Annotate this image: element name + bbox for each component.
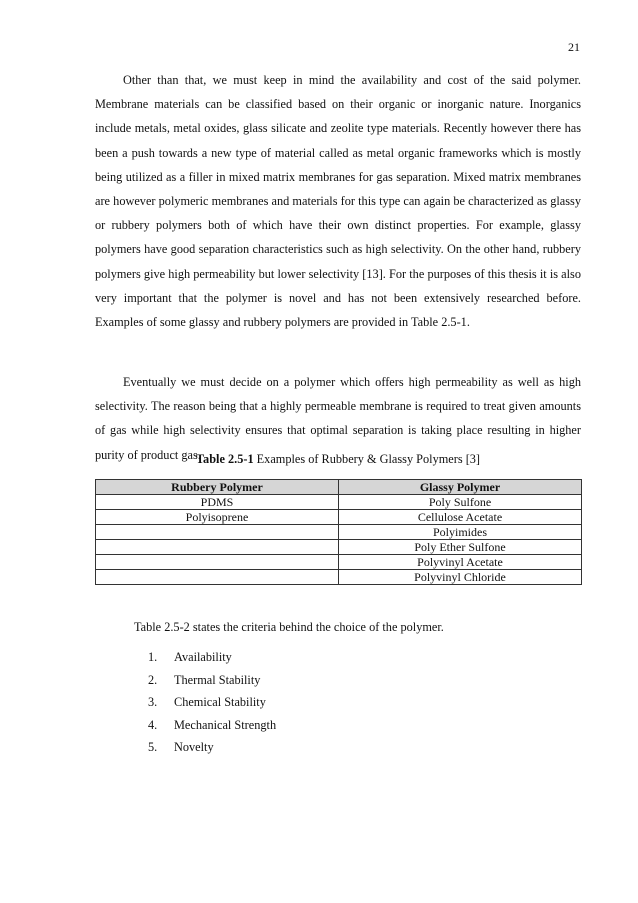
table-header-row <box>96 480 582 495</box>
list-label: Chemical Stability <box>174 695 266 710</box>
table-row <box>96 495 582 510</box>
list-item <box>148 736 276 759</box>
list-number: 2. <box>148 672 158 687</box>
list-label: Novelty <box>174 740 214 755</box>
list-number: 5. <box>148 740 158 755</box>
list-number: 1. <box>148 650 158 664</box>
criteria-list <box>148 646 276 759</box>
table-caption-label: Table 2.5-1 <box>195 452 254 466</box>
list-item <box>148 669 276 692</box>
table-row <box>96 570 582 585</box>
table-row <box>96 540 582 555</box>
table-cell: Poly Ether Sulfone <box>339 540 582 555</box>
table-cell <box>96 540 339 555</box>
list-number: 3. <box>148 695 158 710</box>
table-row <box>96 510 582 525</box>
table-caption <box>95 452 581 467</box>
polymer-table <box>95 479 582 585</box>
table-cell <box>96 525 339 540</box>
list-item <box>148 691 276 714</box>
table-cell <box>96 555 339 570</box>
table-cell: Polyimides <box>339 525 582 540</box>
list-number: 4. <box>148 717 158 732</box>
table-row <box>96 525 582 540</box>
table-cell: Poly Sulfone <box>339 495 582 510</box>
body-paragraph-1: Other than that, we must keep in mind the availability and cost of the said polymer. Membrane materials can be classified based on their organic or inorganic nature. Inorganics include metals, metal oxides, glass silicate and zeolite type materials. Recently however there has been a push towards a new type of material called as metal organic frameworks which is mostly being utilized as a filler in mixed matrix membranes for gas separation. Mixed matrix membranes are however polymeric membranes and materials for this type can again be characterized as glassy or rubbery polymers both of which have their own distinct properties. For example, glassy polymers have good separation characteristics such as high selectivity. On the other hand, rubbery polymers give high permeability but lower selectivity [13]. For the purposes of this thesis it is also very important that the polymer is novel and has not been extensively researched before. Examples of some glassy and rubbery polymers are provided in Table 2.5-1. <box>95 73 581 330</box>
list-item <box>148 714 276 737</box>
criteria-intro: Table 2.5-2 states the criteria behind the choice of the polymer. <box>134 620 444 634</box>
page-number: 21 <box>568 40 580 54</box>
list-item <box>148 646 276 669</box>
table-cell: Polyvinyl Acetate <box>339 555 582 570</box>
table-row <box>96 555 582 570</box>
list-label: Mechanical Strength <box>174 717 277 732</box>
header-rubbery: Rubbery Polymer <box>96 480 339 495</box>
table-cell: Polyisoprene <box>96 510 339 525</box>
table-cell: PDMS <box>96 495 339 510</box>
table-cell <box>96 570 339 585</box>
header-glassy: Glassy Polymer <box>339 480 582 495</box>
table-caption-text: Examples of Rubbery & Glassy Polymers [3] <box>253 452 481 466</box>
list-label: Availability <box>174 650 232 664</box>
table-cell: Polyvinyl Chloride <box>339 570 582 585</box>
body-paragraph-2: Eventually we must decide on a polymer which offers high permeability as well as high selectivity. The reason being that a highly permeable membrane is required to treat given amounts of gas while high selectivity ensures that optimal separation is taking place resulting in higher purity of product gas. <box>95 375 581 462</box>
table-cell: Cellulose Acetate <box>339 510 582 525</box>
list-label: Thermal Stability <box>174 672 261 687</box>
